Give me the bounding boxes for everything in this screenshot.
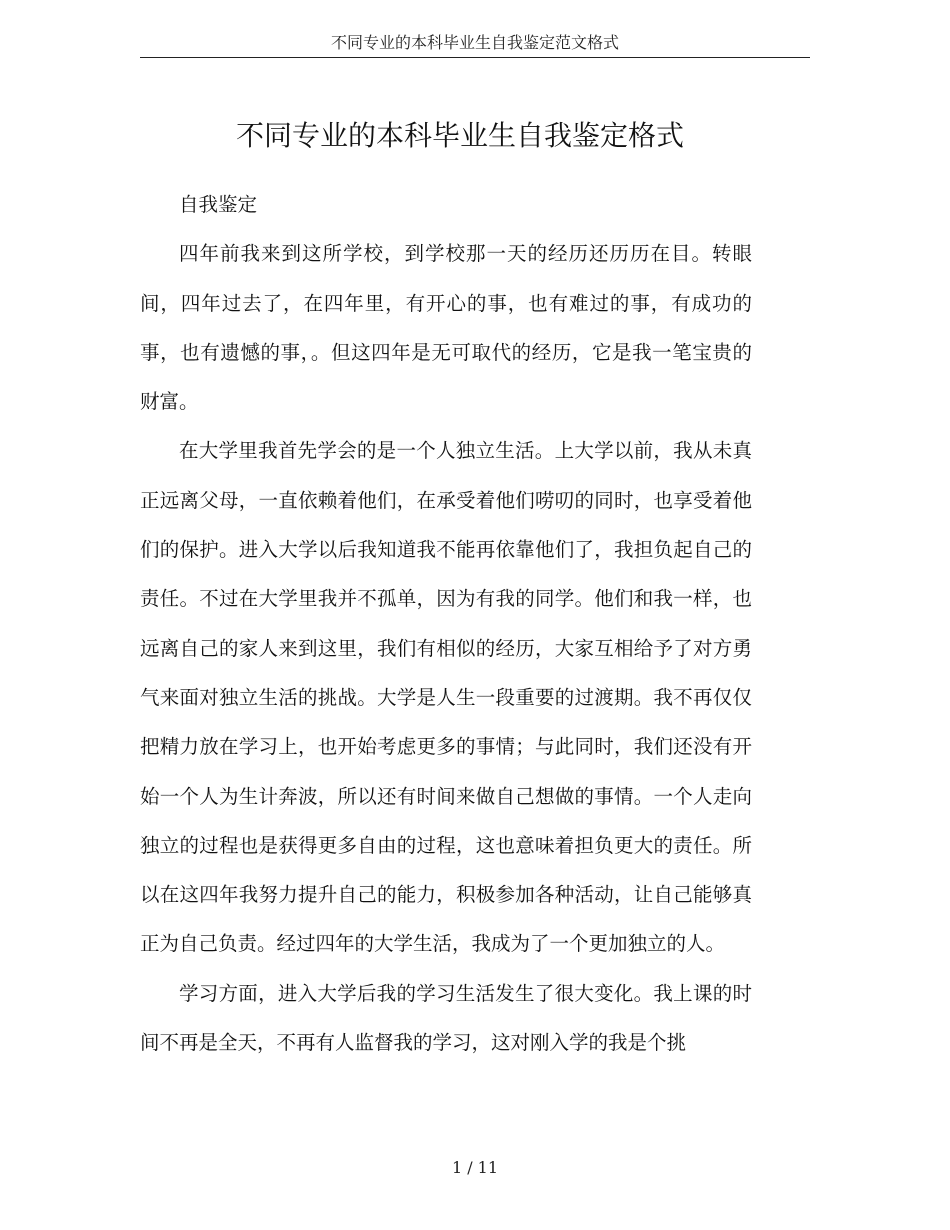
page-indicator: 1 / 11 <box>451 1158 499 1177</box>
body-paragraph: 在大学里我首先学会的是一个人独立生活。上大学以前，我从未真正远离父母，一直依赖着他们，在承受着他们唠叨的同时，也享受着他们的保护。进入大学以后我知道我不能再依靠他们了，我担负起自己的责任。不过在大学里我并不孤单，因为有我的同学。他们和我一样，也远离自己的家人来到这里，我们有相似的经历，大家互相给予了对方勇气来面对独立生活的挑战。大学是人生一段重要的过渡期。我不再仅仅把精力放在学习上，也开始考虑更多的事情；与此同时，我们还没有开始一个人为生计奔波，所以还有时间来做自己想做的事情。一个人走向独立的过程也是获得更多自由的过程，这也意味着担负更大的责任。所以在这四年我努力提升自己的能力，积极参加各种活动，让自己能够真正为自己负责。经过四年的大学生活，我成为了一个更加独立的人。 <box>140 439 752 956</box>
header-divider <box>140 57 810 58</box>
document-title: 不同专业的本科毕业生自我鉴定格式 <box>235 119 684 152</box>
document-body <box>140 180 752 1067</box>
section-heading: 自我鉴定 <box>179 193 258 216</box>
body-paragraph: 四年前我来到这所学校，到学校那一天的经历还历历在目。转眼间，四年过去了，在四年里，有开心的事，也有难过的事，有成功的事，也有遗憾的事，。但这四年是无可取代的经历，它是我一笔宝贵的财富。 <box>140 242 752 414</box>
running-header: 不同专业的本科毕业生自我鉴定范文格式 <box>330 33 619 52</box>
body-paragraph: 学习方面，进入大学后我的学习生活发生了很大变化。我上课的时间不再是全天，不再有人监督我的学习，这对刚入学的我是个挑 <box>140 981 752 1055</box>
